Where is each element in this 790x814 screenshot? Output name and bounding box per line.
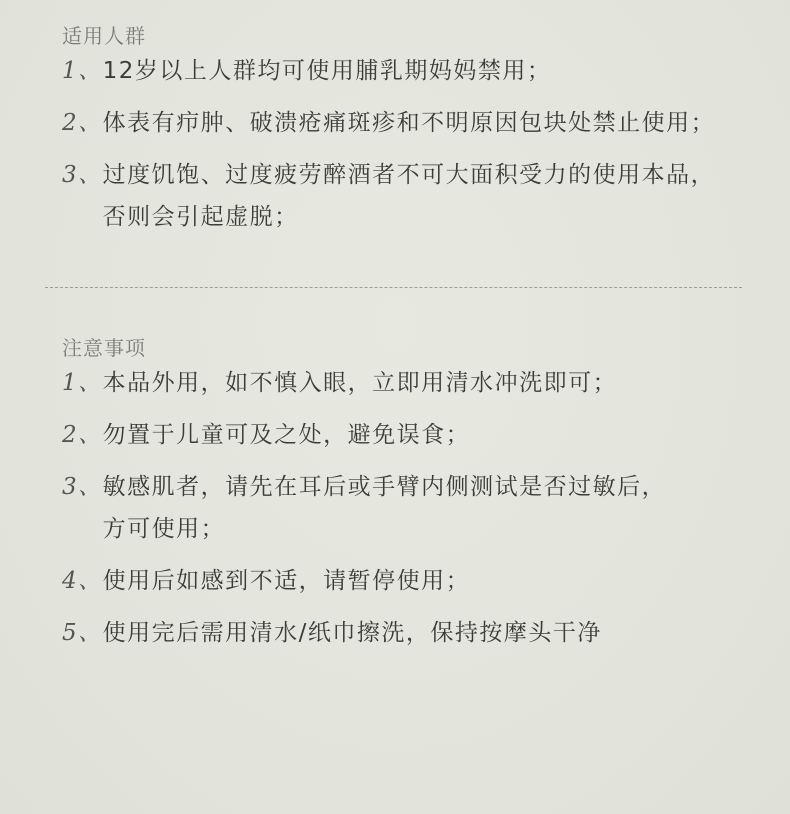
item-number: 1、 bbox=[62, 58, 103, 84]
section-title: 适用人群 bbox=[62, 24, 146, 48]
item-text: 体表有疖肿、破溃疮痛斑疹和不明原因包块处禁止使用； bbox=[102, 110, 716, 136]
item-text: 本品外用，如不慎入眼，立即用清水冲洗即可； bbox=[102, 370, 618, 396]
item-number: 1、 bbox=[62, 370, 103, 396]
list-item bbox=[62, 414, 752, 456]
list-item bbox=[62, 466, 752, 550]
item-number: 5、 bbox=[62, 620, 103, 646]
list-item bbox=[62, 362, 752, 404]
item-number: 4、 bbox=[62, 568, 103, 594]
list-item bbox=[62, 612, 752, 654]
section-title: 注意事项 bbox=[62, 336, 146, 360]
item-number: 2、 bbox=[62, 422, 103, 448]
list-item bbox=[62, 102, 752, 144]
item-text: 敏感肌者，请先在耳后或手臂内侧测试是否过敏后， 方可使用； bbox=[102, 474, 667, 542]
section-divider bbox=[45, 287, 742, 288]
item-number: 3、 bbox=[62, 474, 103, 500]
item-number: 3、 bbox=[62, 162, 103, 188]
suitable-population-section bbox=[62, 22, 752, 238]
item-text: 12岁以上人群均可使用脯乳期妈妈禁用； bbox=[102, 58, 552, 84]
item-text: 使用后如感到不适，请暂停使用； bbox=[102, 568, 471, 594]
item-text: 过度饥饱、过度疲劳醉酒者不可大面积受力的使用本品， 否则会引起虚脱； bbox=[102, 162, 716, 230]
item-number: 2、 bbox=[62, 110, 103, 136]
precautions-section bbox=[62, 334, 752, 654]
list-item bbox=[62, 560, 752, 602]
list-item bbox=[62, 154, 752, 238]
list-item bbox=[62, 50, 752, 92]
item-text: 勿置于儿童可及之处，避免误食； bbox=[102, 422, 471, 448]
item-text: 使用完后需用清水/纸巾擦洗，保持按摩头干净 bbox=[102, 620, 602, 646]
